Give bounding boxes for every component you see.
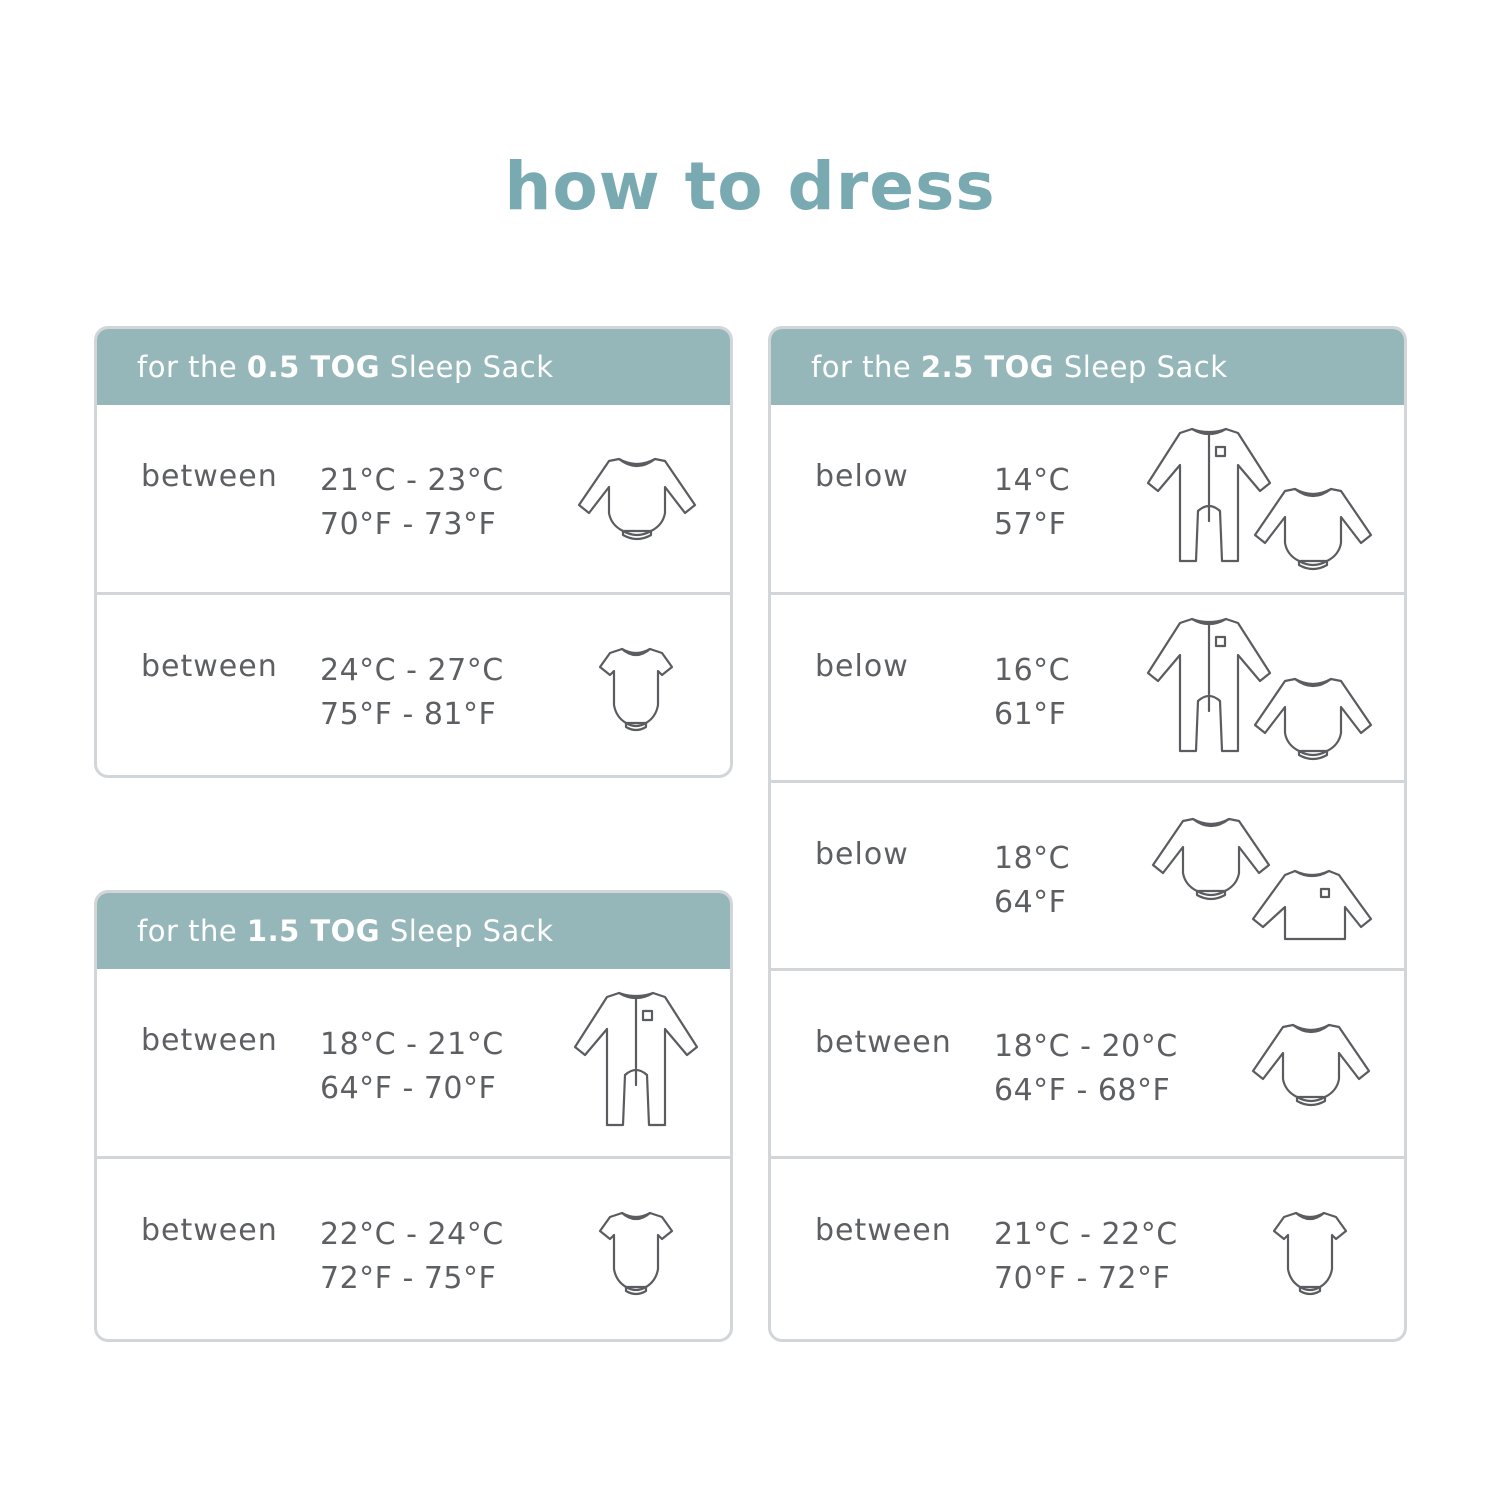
fahrenheit-range: 72°F - 75°F bbox=[320, 1261, 497, 1296]
temperature-range bbox=[994, 1025, 1178, 1113]
temperature-range bbox=[994, 459, 1070, 547]
condition-label: between bbox=[815, 1025, 952, 1060]
dress-row bbox=[97, 1156, 730, 1342]
fahrenheit-range: 61°F bbox=[994, 697, 1067, 732]
header-prefix: for the bbox=[137, 350, 238, 384]
long-sleeve-bodysuit-icon bbox=[1251, 1019, 1371, 1109]
card-1-5-tog bbox=[94, 890, 733, 1342]
dress-row bbox=[771, 968, 1404, 1156]
dress-row bbox=[771, 780, 1404, 968]
temperature-range bbox=[994, 837, 1070, 925]
celsius-range: 18°C bbox=[994, 841, 1071, 876]
dress-row bbox=[771, 592, 1404, 780]
dress-row bbox=[97, 405, 730, 592]
condition-label: between bbox=[141, 459, 278, 494]
dress-row bbox=[97, 592, 730, 778]
temperature-range bbox=[320, 649, 504, 737]
condition-label: between bbox=[141, 1023, 278, 1058]
header-tog: 1.5 TOG bbox=[246, 914, 381, 948]
celsius-range: 16°C bbox=[994, 653, 1071, 688]
long-sleeve-bodysuit-icon bbox=[1253, 483, 1373, 573]
page-title: how to dress bbox=[504, 148, 996, 225]
temperature-range bbox=[320, 1023, 504, 1111]
card-2-5-tog bbox=[768, 326, 1407, 1342]
fahrenheit-range: 75°F - 81°F bbox=[320, 697, 497, 732]
long-sleeve-top-icon bbox=[1251, 867, 1373, 943]
fahrenheit-range: 70°F - 72°F bbox=[994, 1261, 1171, 1296]
condition-label: between bbox=[141, 649, 278, 684]
dress-row bbox=[97, 969, 730, 1156]
condition-label: below bbox=[815, 837, 909, 872]
header-prefix: for the bbox=[137, 914, 238, 948]
short-sleeve-bodysuit-icon bbox=[596, 1209, 676, 1295]
card-header bbox=[771, 329, 1404, 405]
fahrenheit-range: 64°F - 68°F bbox=[994, 1073, 1171, 1108]
header-suffix: Sleep Sack bbox=[1063, 350, 1228, 384]
short-sleeve-bodysuit-icon bbox=[596, 645, 676, 731]
short-sleeve-bodysuit-icon bbox=[1270, 1209, 1350, 1295]
condition-label: below bbox=[815, 459, 909, 494]
temperature-range bbox=[320, 459, 504, 547]
header-tog: 0.5 TOG bbox=[246, 350, 381, 384]
card-header bbox=[97, 329, 730, 405]
celsius-range: 21°C - 22°C bbox=[994, 1217, 1178, 1252]
fahrenheit-range: 70°F - 73°F bbox=[320, 507, 497, 542]
dress-row bbox=[771, 1156, 1404, 1342]
temperature-range bbox=[994, 1213, 1178, 1301]
celsius-range: 14°C bbox=[994, 463, 1071, 498]
header-tog: 2.5 TOG bbox=[920, 350, 1055, 384]
long-sleeve-bodysuit-icon bbox=[577, 453, 697, 543]
header-prefix: for the bbox=[811, 350, 912, 384]
long-sleeve-bodysuit-icon bbox=[1253, 673, 1373, 763]
celsius-range: 21°C - 23°C bbox=[320, 463, 504, 498]
card-0-5-tog bbox=[94, 326, 733, 778]
celsius-range: 18°C - 21°C bbox=[320, 1027, 504, 1062]
celsius-range: 18°C - 20°C bbox=[994, 1029, 1178, 1064]
condition-label: below bbox=[815, 649, 909, 684]
temperature-range bbox=[994, 649, 1070, 737]
celsius-range: 22°C - 24°C bbox=[320, 1217, 504, 1252]
header-suffix: Sleep Sack bbox=[389, 914, 554, 948]
card-header bbox=[97, 893, 730, 969]
condition-label: between bbox=[141, 1213, 278, 1248]
fahrenheit-range: 57°F bbox=[994, 507, 1067, 542]
fahrenheit-range: 64°F bbox=[994, 885, 1067, 920]
footless-sleepsuit-icon bbox=[573, 989, 699, 1131]
fahrenheit-range: 64°F - 70°F bbox=[320, 1071, 497, 1106]
celsius-range: 24°C - 27°C bbox=[320, 653, 504, 688]
header-suffix: Sleep Sack bbox=[389, 350, 554, 384]
dress-row bbox=[771, 405, 1404, 592]
condition-label: between bbox=[815, 1213, 952, 1248]
temperature-range bbox=[320, 1213, 504, 1301]
